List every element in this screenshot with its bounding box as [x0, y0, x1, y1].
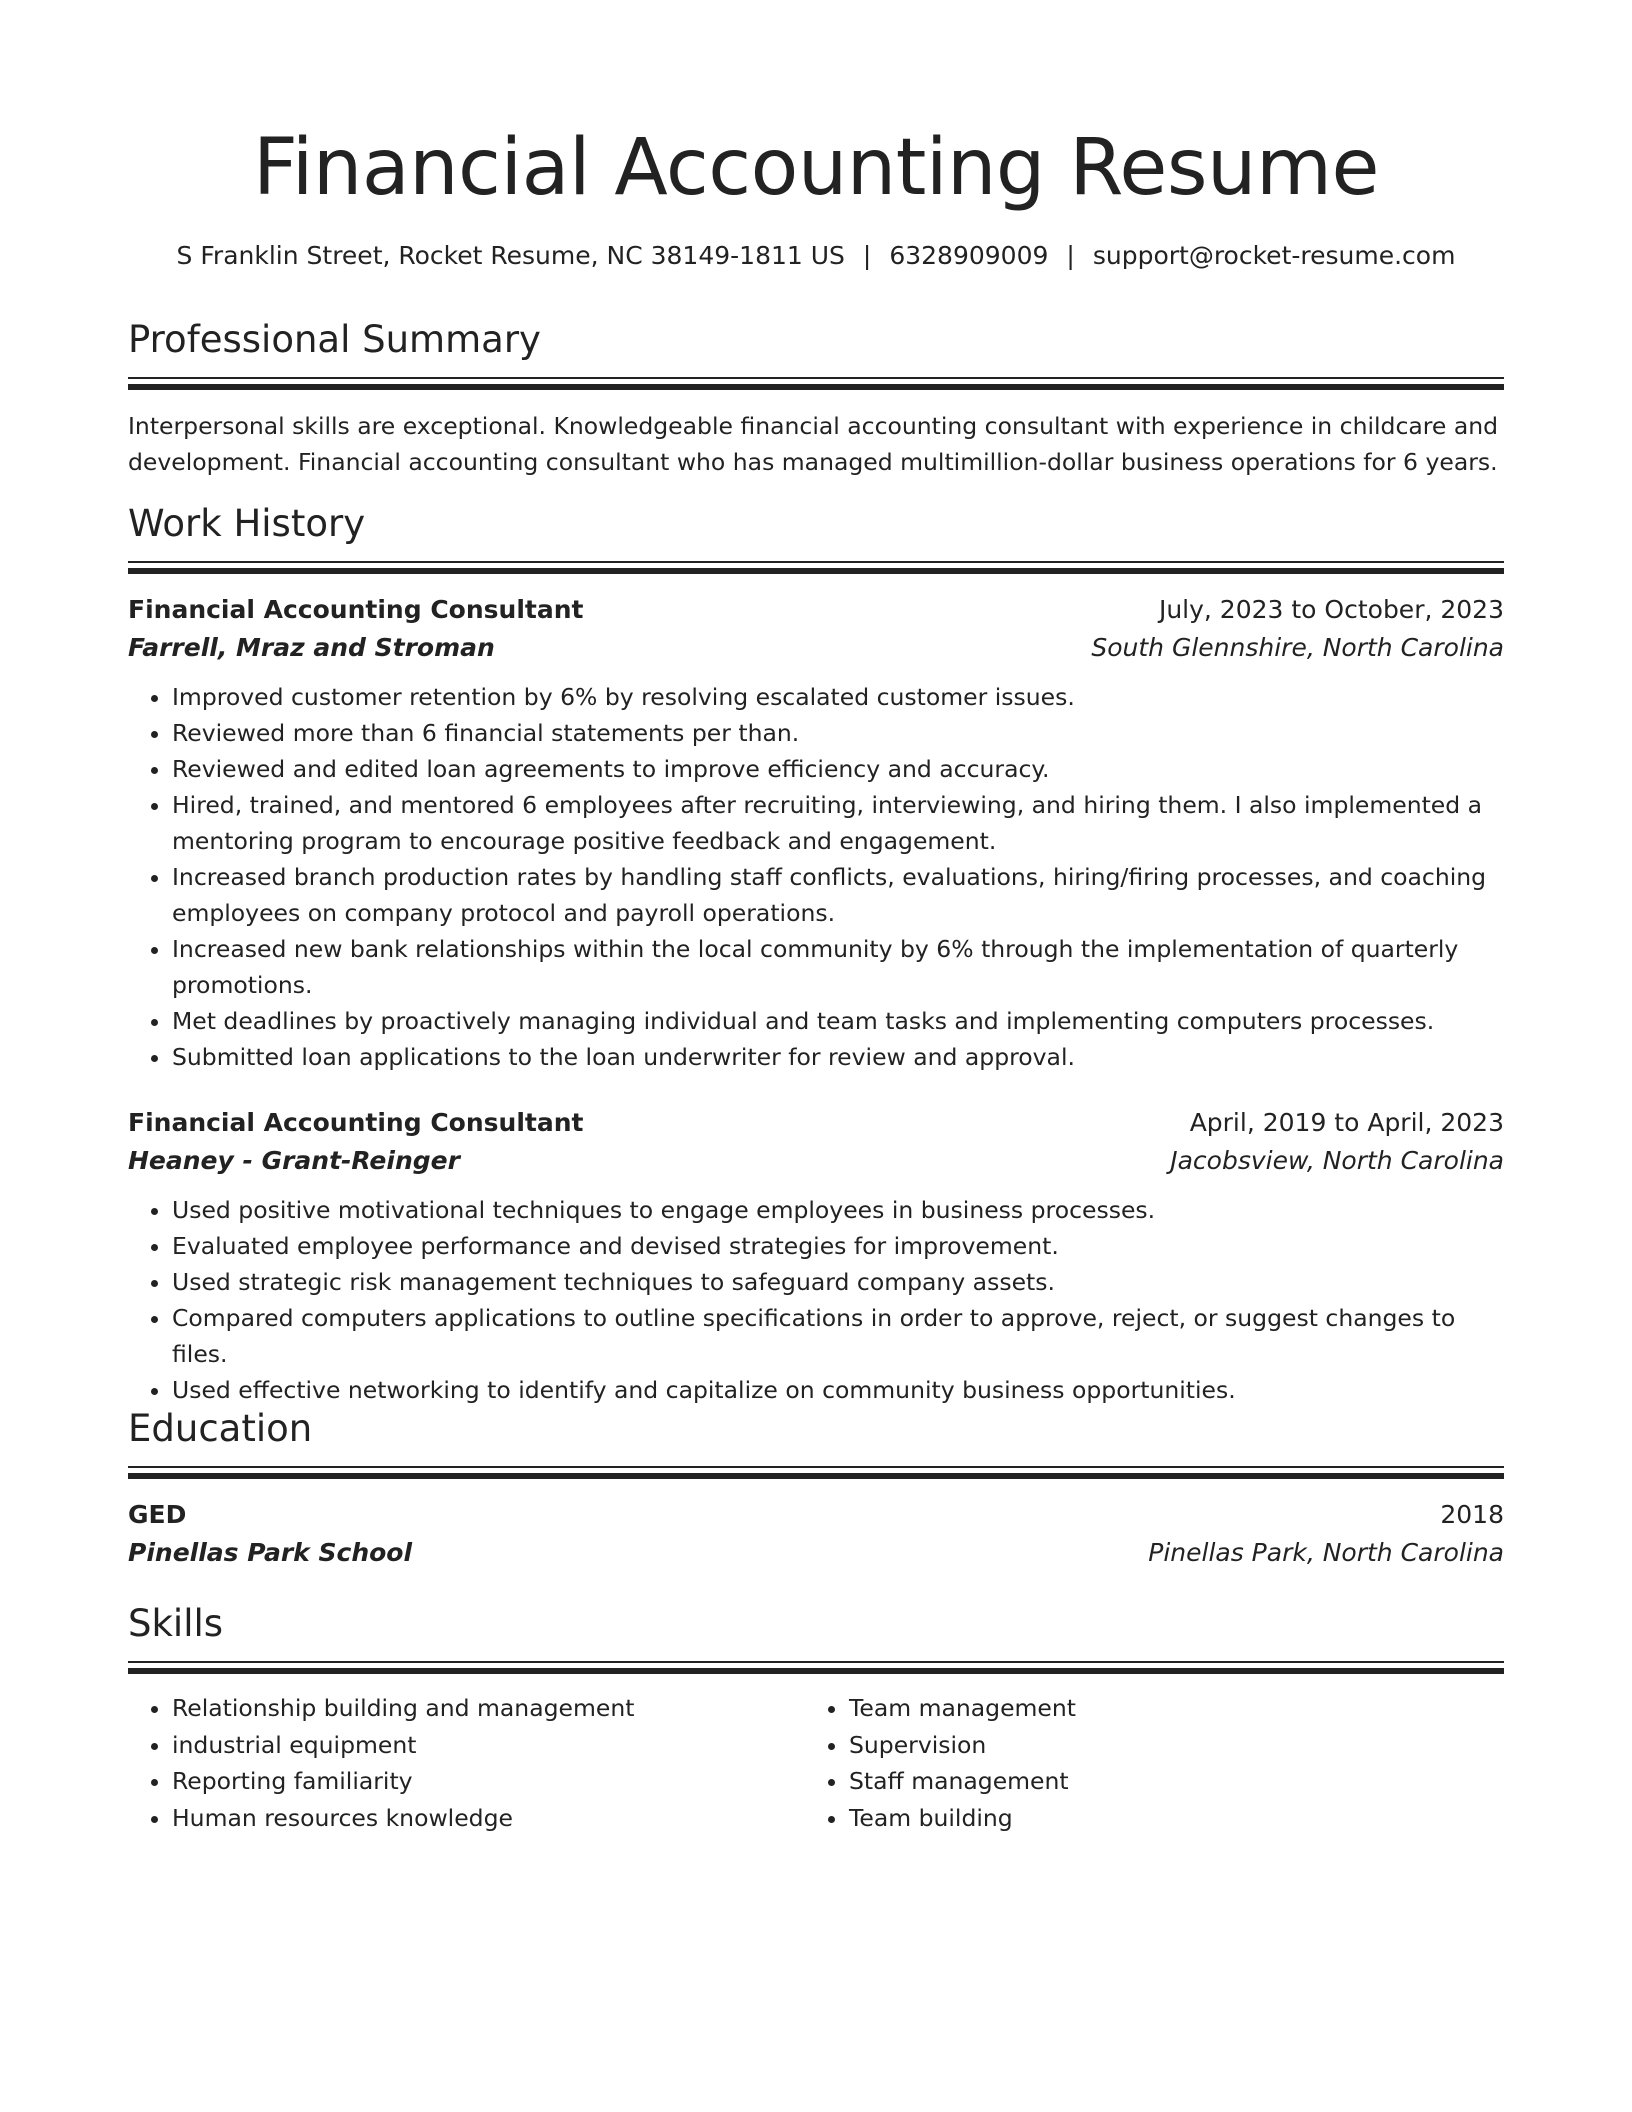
skill-item: • Team management — [849, 1690, 1482, 1727]
skills-columns — [128, 1690, 1504, 1836]
education-degree: GED — [128, 1500, 187, 1529]
section-title-education: Education — [128, 1407, 313, 1450]
job-title: Financial Accounting Consultant — [128, 595, 584, 624]
contact-address: S Franklin Street, Rocket Resume, NC 38149-1811 US — [176, 241, 845, 270]
summary-text: Interpersonal skills are exceptional. Knowledgeable financial accounting consultant with experience in childcare and development. Financial accounting consultant who has managed multimillion-dollar business operations for 6 years. — [128, 412, 1499, 476]
job-bullet: • Used effective networking to identify and capitalize on community business opportunities. — [172, 1372, 1504, 1408]
job-bullet: • Reviewed more than 6 financial statements per than. — [172, 715, 1504, 751]
job-bullet: • Improved customer retention by 6% by resolving escalated customer issues. — [172, 679, 1504, 715]
job-company-row — [128, 629, 1504, 667]
skills-column-left — [128, 1690, 805, 1836]
job-dates: April, 2019 to April, 2023 — [1189, 1108, 1504, 1137]
education-section — [128, 1405, 1504, 1572]
education-entry — [128, 1496, 1504, 1572]
contact-line — [128, 238, 1504, 274]
job-bullet: • Increased branch production rates by handling staff conflicts, evaluations, hiring/firing processes, and coaching employees on company protocol and payroll operations. — [172, 859, 1504, 931]
skill-item: • Team building — [849, 1800, 1482, 1837]
skills-section — [128, 1600, 1504, 1836]
job-bullets — [128, 1192, 1504, 1408]
skill-item: • Relationship building and management — [172, 1690, 805, 1727]
job-bullet: • Met deadlines by proactively managing individual and team tasks and implementing computers processes. — [172, 1003, 1504, 1039]
skill-item: • Staff management — [849, 1763, 1482, 1800]
job-bullet: • Compared computers applications to outline specifications in order to approve, reject, or suggest changes to files. — [172, 1300, 1504, 1372]
job-dates: July, 2023 to October, 2023 — [1158, 595, 1504, 624]
education-year: 2018 — [1440, 1500, 1504, 1529]
skill-item: • industrial equipment — [172, 1727, 805, 1764]
resume-title: Financial Accounting Resume — [253, 123, 1379, 213]
contact-separator: | — [1066, 241, 1075, 270]
work-history-section — [128, 500, 1504, 1408]
job-company-row — [128, 1142, 1504, 1180]
job-bullet: • Increased new bank relationships within the local community by 6% through the implementation of quarterly promotions. — [172, 931, 1504, 1003]
section-divider — [128, 1466, 1504, 1481]
section-title-work-history: Work History — [128, 502, 366, 545]
skill-item: • Supervision — [849, 1727, 1482, 1764]
contact-email[interactable]: support@rocket-resume.com — [1092, 241, 1456, 270]
skill-item: • Reporting familiarity — [172, 1763, 805, 1800]
job-header-row — [128, 1104, 1504, 1142]
summary-section — [128, 316, 1504, 480]
contact-separator: | — [862, 241, 872, 270]
job-company: Heaney - Grant-Reinger — [128, 1146, 460, 1175]
job-bullet: • Evaluated employee performance and devised strategies for improvement. — [172, 1228, 1504, 1264]
job-bullet: • Hired, trained, and mentored 6 employees after recruiting, interviewing, and hiring them. I also implemented a mentoring program to encourage positive feedback and engagement. — [172, 787, 1504, 859]
section-divider — [128, 377, 1504, 392]
education-school: Pinellas Park School — [128, 1538, 413, 1567]
contact-phone: 6328909009 — [889, 241, 1049, 270]
section-divider — [128, 561, 1504, 576]
education-location: Pinellas Park, North Carolina — [1148, 1538, 1504, 1567]
job-bullet: • Used positive motivational techniques to engage employees in business processes. — [172, 1192, 1504, 1228]
job-company: Farrell, Mraz and Stroman — [128, 633, 495, 662]
section-divider — [128, 1661, 1504, 1676]
job-bullet: • Reviewed and edited loan agreements to improve efficiency and accuracy. — [172, 751, 1504, 787]
job-bullet: • Used strategic risk management techniques to safeguard company assets. — [172, 1264, 1504, 1300]
education-school-row — [128, 1534, 1504, 1572]
job-bullets — [128, 679, 1504, 1075]
education-header-row — [128, 1496, 1504, 1534]
skills-column-right — [805, 1690, 1482, 1836]
job-location: South Glennshire, North Carolina — [1091, 633, 1504, 662]
job-bullet: • Submitted loan applications to the loan underwriter for review and approval. — [172, 1039, 1504, 1075]
skill-item: • Human resources knowledge — [172, 1800, 805, 1837]
section-title-summary: Professional Summary — [128, 318, 541, 361]
job-title: Financial Accounting Consultant — [128, 1108, 584, 1137]
job-entry — [128, 591, 1504, 1075]
job-entry — [128, 1104, 1504, 1408]
job-header-row — [128, 591, 1504, 629]
section-title-skills: Skills — [128, 1602, 224, 1645]
job-location: Jacobsview, North Carolina — [1170, 1146, 1504, 1175]
